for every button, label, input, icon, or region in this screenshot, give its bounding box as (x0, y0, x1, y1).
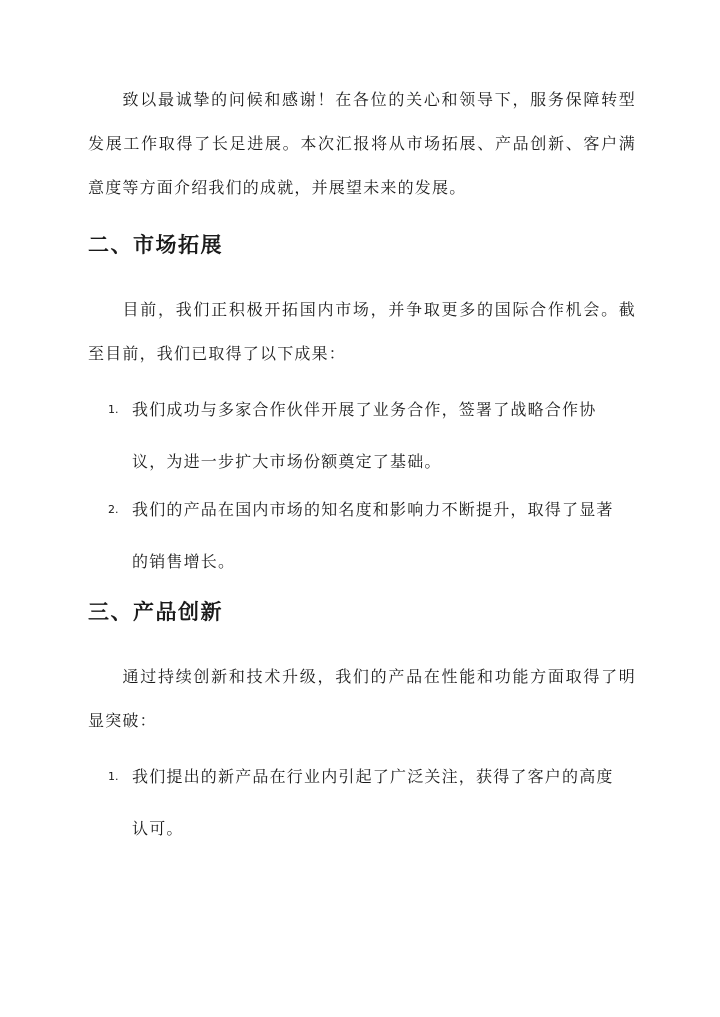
list-item (108, 384, 628, 488)
market-paragraph (88, 288, 636, 376)
intro-text: 致以最诚挚的问候和感谢！在各位的关心和领导下，服务保障转型发展工作取得了长足进展。本次汇报将从市场拓展、产品创新、客户满意度等方面介绍我们的成就，并展望未来的发展。 (88, 90, 636, 197)
list-number: 2. (108, 503, 119, 516)
list-item (108, 751, 628, 855)
list-item (108, 484, 628, 588)
market-paragraph-text: 目前，我们正积极开拓国内市场，并争取更多的国际合作机会。截至目前，我们已取得了以下成果： (88, 300, 636, 363)
list-number: 1. (108, 770, 119, 783)
list-item-text: 我们的产品在国内市场的知名度和影响力不断提升，取得了显著的销售增长。 (132, 500, 614, 571)
innovation-paragraph-text: 通过持续创新和技术升级，我们的产品在性能和功能方面取得了明显突破： (88, 667, 636, 730)
list-item-text: 我们提出的新产品在行业内引起了广泛关注，获得了客户的高度认可。 (132, 767, 614, 838)
innovation-paragraph (88, 655, 636, 743)
list-item-text: 我们成功与多家合作伙伴开展了业务合作，签署了战略合作协议，为进一步扩大市场份额奠定了基础。 (132, 400, 597, 471)
intro-paragraph (88, 78, 636, 210)
section-heading-innovation: 三、产品创新 (88, 599, 223, 624)
list-number: 1. (108, 403, 119, 416)
section-heading-market: 二、市场拓展 (88, 232, 223, 257)
